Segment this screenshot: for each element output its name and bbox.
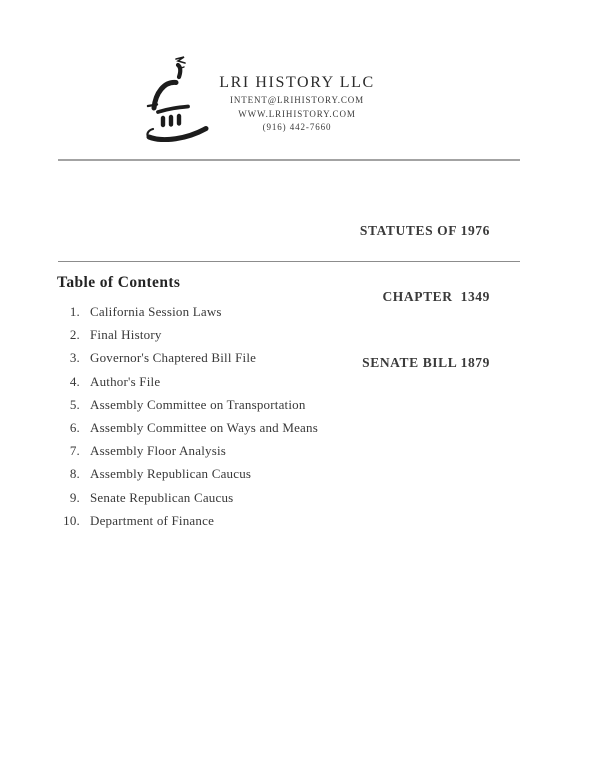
toc-item-number: 9. [69, 489, 80, 505]
toc-item-number: 5. [69, 396, 80, 412]
company-email: INTENT@LRIHISTORY.COM [229, 95, 365, 105]
toc-item-label: Senate Republican Caucus [90, 489, 234, 505]
toc-title: Table of Contents [57, 274, 181, 291]
toc-item [0, 350, 540, 373]
company-website: WWW.LRIHISTORY.COM [238, 108, 356, 119]
toc-item-label: Author's File [90, 373, 161, 389]
toc-item-label: Governor's Chaptered Bill File [90, 350, 257, 366]
toc-item-label: Department of Finance [90, 512, 215, 528]
toc-item-label: Assembly Floor Analysis [90, 443, 227, 459]
toc-item [0, 443, 540, 466]
senate-bill-line: SENATE BILL 1879 [362, 355, 490, 370]
toc-item-number: 7. [69, 443, 80, 459]
toc-item-number: 3. [69, 350, 80, 366]
header-divider [58, 159, 520, 161]
toc-item-number: 10. [63, 512, 80, 528]
letterhead [219, 72, 375, 135]
toc-item-label: Final History [90, 327, 162, 343]
toc-item-number: 6. [69, 419, 80, 435]
toc-item [0, 513, 540, 536]
chapter-line: CHAPTER 1349 [382, 289, 490, 304]
toc-item [0, 466, 540, 489]
company-name: LRI HISTORY LLC [219, 74, 375, 91]
toc-item-number: 1. [69, 304, 80, 319]
toc-item [0, 420, 540, 443]
toc-item-number: 2. [69, 327, 80, 343]
toc-item [0, 397, 540, 420]
toc-item [0, 374, 540, 397]
toc-item-number: 4. [69, 373, 80, 389]
toc-item-number: 8. [69, 466, 80, 482]
toc-item [0, 304, 540, 327]
toc-list [0, 304, 540, 536]
toc-item-label: Assembly Committee on Ways and Means [90, 419, 318, 435]
toc-item-label: Assembly Republican Caucus [90, 466, 252, 482]
toc-item-label: Assembly Committee on Transportation [90, 396, 306, 412]
toc-item [0, 327, 540, 350]
company-phone: (916) 442-7660 [262, 122, 332, 132]
capitol-dome-logo-icon [144, 56, 210, 142]
toc-item [0, 490, 540, 513]
toc-item-label: California Session Laws [90, 304, 222, 319]
statutes-line: STATUTES OF 1976 [359, 223, 490, 238]
